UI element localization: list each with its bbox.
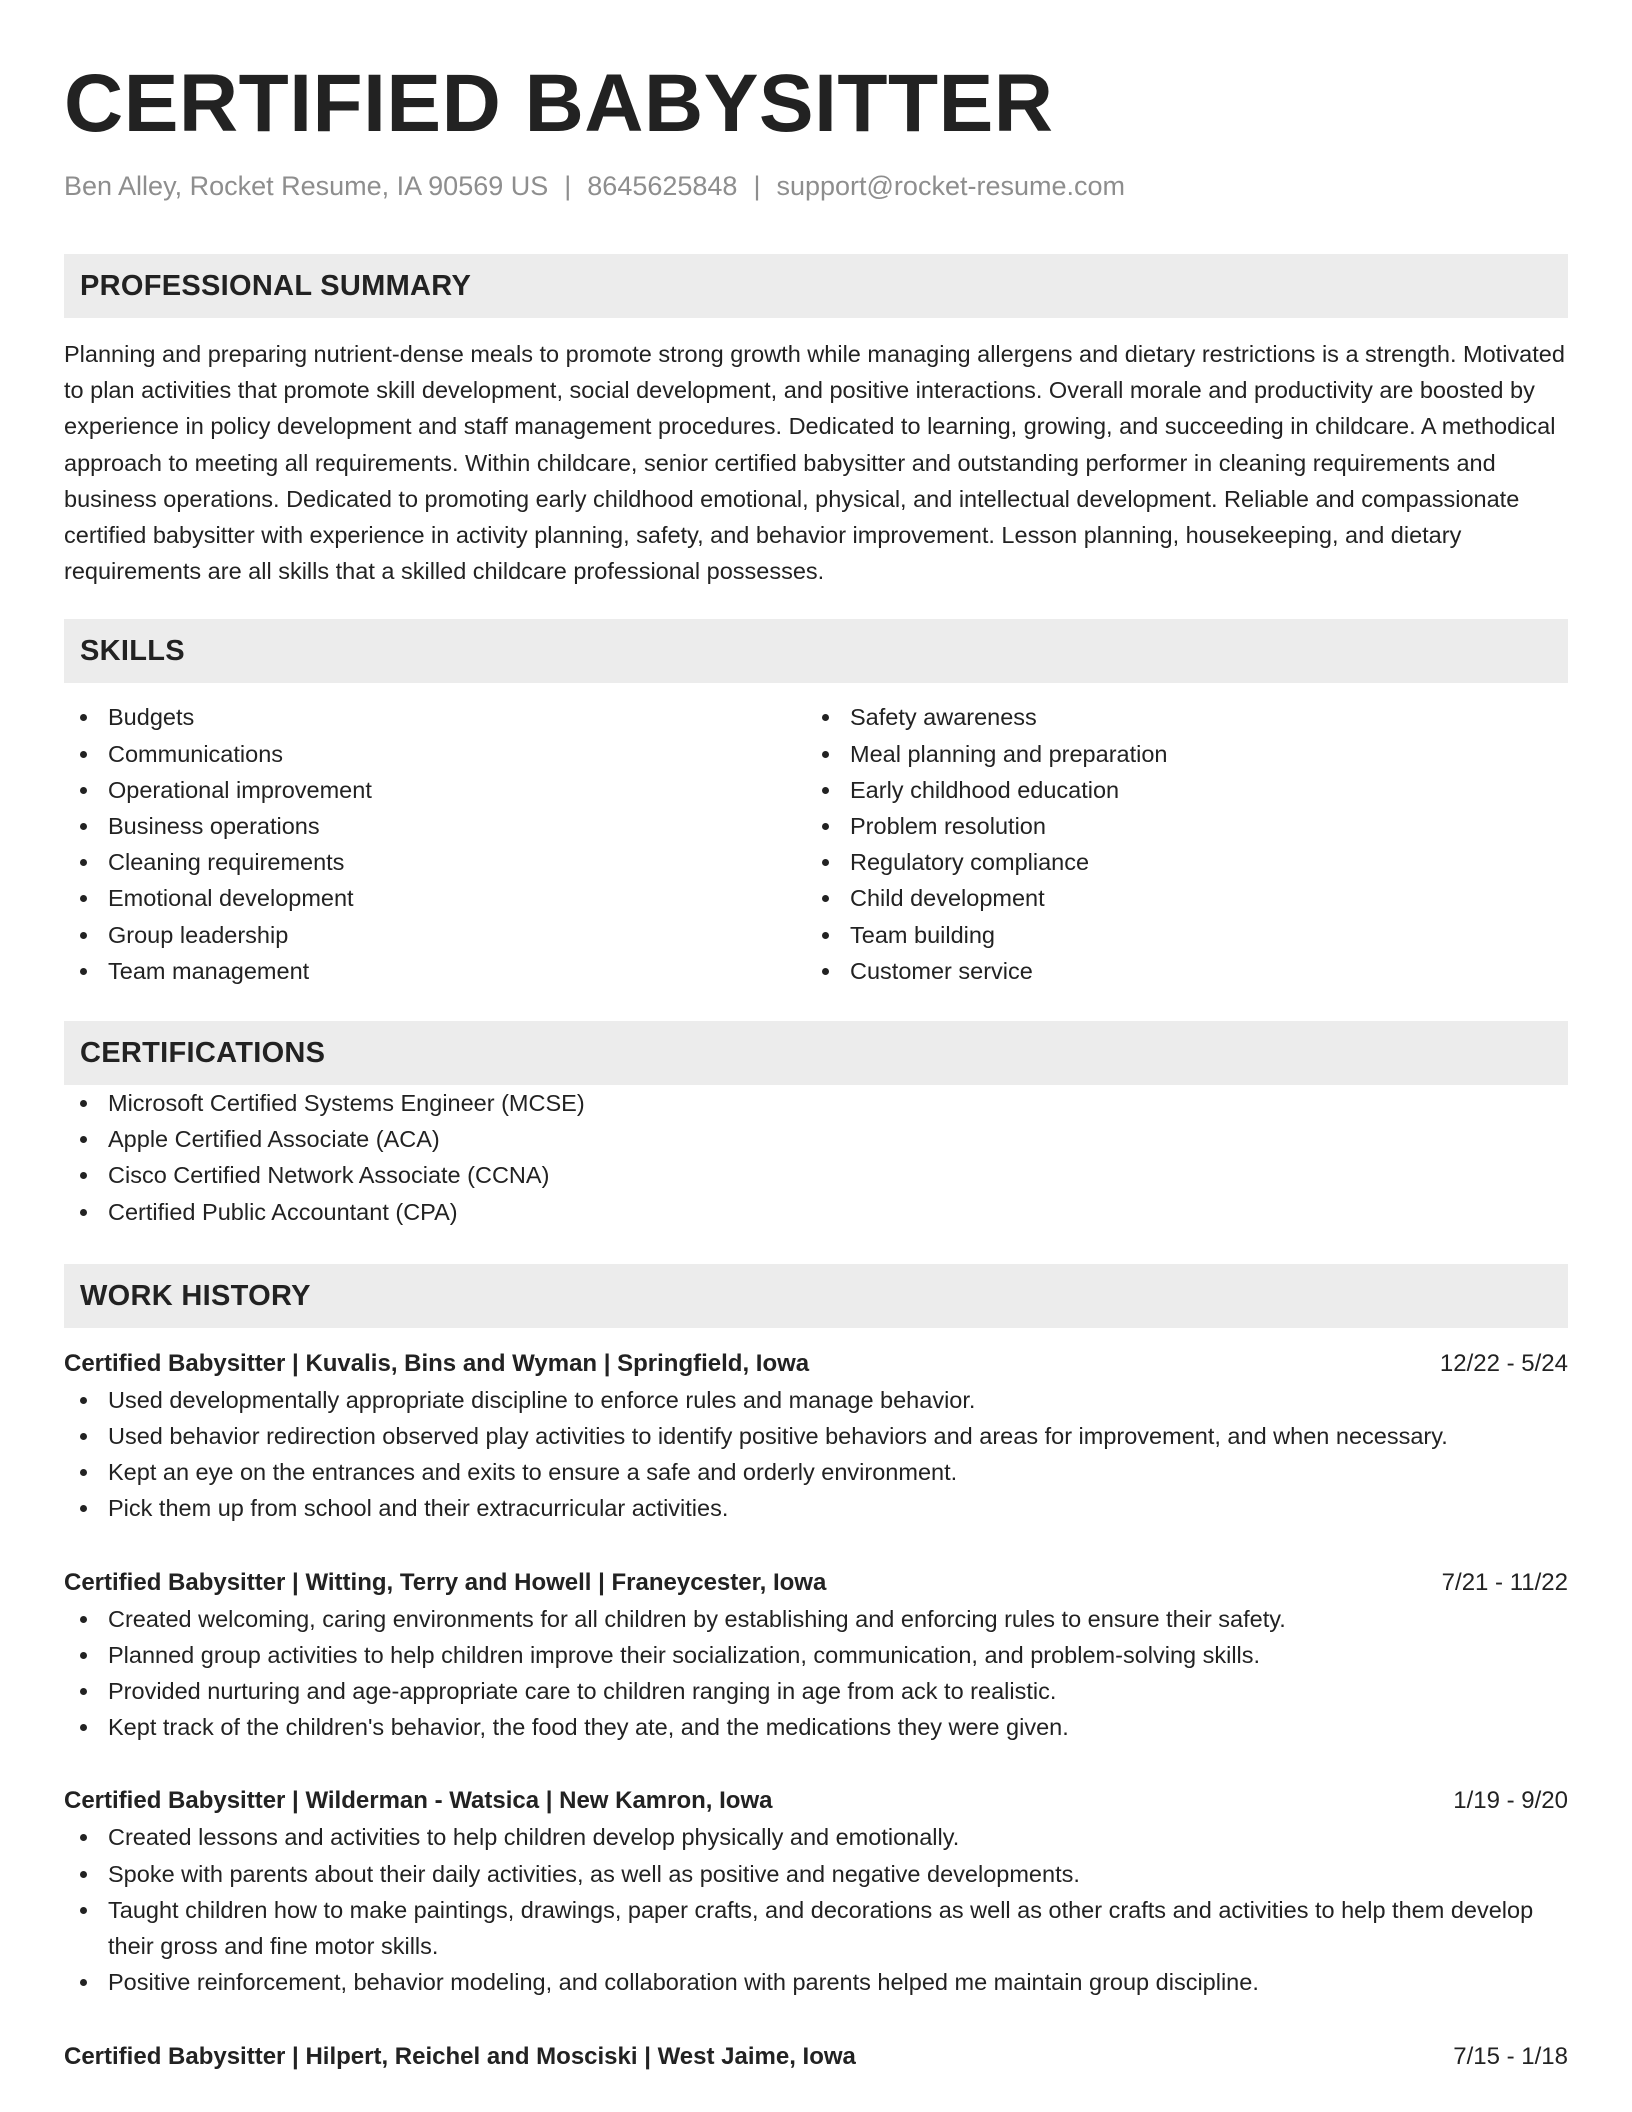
- skill-item: Regulatory compliance: [806, 844, 1548, 880]
- job-dates: 1/19 - 9/20: [1453, 1787, 1568, 1815]
- contact-address: Ben Alley, Rocket Resume, IA 90569 US: [64, 171, 549, 201]
- job-bullet: Provided nurturing and age-appropriate care to children ranging in age from ack to realistic.: [64, 1673, 1568, 1709]
- job-bullet: Used developmentally appropriate discipline to enforce rules and manage behavior.: [64, 1382, 1568, 1418]
- section-heading-certifications: CERTIFICATIONS: [64, 1021, 1568, 1085]
- skill-item: Meal planning and preparation: [806, 736, 1548, 772]
- skill-item: Early childhood education: [806, 772, 1548, 808]
- job-bullet: Created welcoming, caring environments for all children by establishing and enforcing rules to ensure their safety.: [64, 1601, 1568, 1637]
- skill-item: Team management: [64, 953, 806, 989]
- certification-item: Cisco Certified Network Associate (CCNA): [64, 1157, 1568, 1193]
- job-entry: [64, 2039, 1568, 2075]
- job-entry: [64, 1783, 1568, 2000]
- skill-item: Business operations: [64, 808, 806, 844]
- job-bullets: [64, 1819, 1568, 2000]
- section-heading-work-history: WORK HISTORY: [64, 1264, 1568, 1328]
- contact-line: [64, 168, 1568, 204]
- job-header: [64, 2039, 1568, 2075]
- skills-column-right: [806, 699, 1548, 989]
- job-title: Certified Babysitter | Hilpert, Reichel and Mosciski | West Jaime, Iowa: [64, 2042, 856, 2070]
- section-heading-skills: SKILLS: [64, 619, 1568, 683]
- skills-list-right: [806, 699, 1548, 989]
- job-header: [64, 1565, 1568, 1601]
- certification-item: Apple Certified Associate (ACA): [64, 1121, 1568, 1157]
- summary-paragraph: Planning and preparing nutrient-dense meals to promote strong growth while managing allergens and dietary restrictions is a strength. Motivated to plan activities that promote skill development, social development, and positive interactions. Overall morale and productivity are boosted by experience in policy development and staff management procedures. Dedicated to learning, growing, and succeeding in childcare. A methodical approach to meeting all requirements. Within childcare, senior certified babysitter and outstanding performer in cleaning requirements and business operations. Dedicated to promoting early childhood emotional, physical, and intellectual development. Reliable and compassionate certified babysitter with experience in activity planning, safety, and behavior improvement. Lesson planning, housekeeping, and dietary requirements are all skills that a skilled childcare professional possesses.: [64, 341, 1565, 585]
- job-title: Certified Babysitter | Wilderman - Watsica | New Kamron, Iowa: [64, 1787, 773, 1815]
- job-bullet: Kept an eye on the entrances and exits to ensure a safe and orderly environment.: [64, 1454, 1568, 1490]
- skill-item: Team building: [806, 917, 1548, 953]
- job-bullet: Spoke with parents about their daily activities, as well as positive and negative developments.: [64, 1856, 1568, 1892]
- skill-item: Group leadership: [64, 917, 806, 953]
- job-bullet: Taught children how to make paintings, drawings, paper crafts, and decorations as well as other crafts and activities to help them develop their gross and fine motor skills.: [64, 1892, 1568, 1964]
- job-title: Certified Babysitter | Witting, Terry and Howell | Franeycester, Iowa: [64, 1568, 827, 1596]
- contact-phone: 8645625848: [587, 171, 738, 201]
- skill-item: Emotional development: [64, 880, 806, 916]
- skills-column-left: [64, 699, 806, 989]
- job-header: [64, 1346, 1568, 1382]
- certifications-list: [64, 1085, 1568, 1230]
- job-bullets: [64, 1601, 1568, 1746]
- skill-item: Problem resolution: [806, 808, 1548, 844]
- skill-item: Operational improvement: [64, 772, 806, 808]
- job-bullet: Positive reinforcement, behavior modeling, and collaboration with parents helped me maintain group discipline.: [64, 1964, 1568, 2000]
- contact-separator: |: [753, 171, 761, 201]
- skill-item: Communications: [64, 736, 806, 772]
- resume-title: CERTIFIED BABYSITTER: [64, 58, 1054, 149]
- job-header: [64, 1783, 1568, 1819]
- job-title: Certified Babysitter | Kuvalis, Bins and Wyman | Springfield, Iowa: [64, 1349, 810, 1377]
- skill-item: Customer service: [806, 953, 1548, 989]
- contact-separator: |: [564, 171, 572, 201]
- job-bullet: Created lessons and activities to help children develop physically and emotionally.: [64, 1819, 1568, 1855]
- job-dates: 7/21 - 11/22: [1441, 1568, 1568, 1596]
- job-dates: 12/22 - 5/24: [1439, 1349, 1568, 1377]
- certification-item: Certified Public Accountant (CPA): [64, 1194, 1568, 1230]
- contact-email: support@rocket-resume.com: [776, 171, 1125, 201]
- skills-grid: [64, 699, 1568, 989]
- skills-list-left: [64, 699, 806, 989]
- skill-item: Budgets: [64, 699, 806, 735]
- job-bullet: Pick them up from school and their extracurricular activities.: [64, 1490, 1568, 1526]
- job-entry: [64, 1346, 1568, 1527]
- skill-item: Cleaning requirements: [64, 844, 806, 880]
- job-bullet: Planned group activities to help children improve their socialization, communication, and problem-solving skills.: [64, 1637, 1568, 1673]
- resume-page: [64, 0, 1568, 2075]
- job-dates: 7/15 - 1/18: [1453, 2042, 1568, 2070]
- section-heading-summary: PROFESSIONAL SUMMARY: [64, 254, 1568, 318]
- certification-item: Microsoft Certified Systems Engineer (MCSE): [64, 1085, 1568, 1121]
- job-bullet: Used behavior redirection observed play activities to identify positive behaviors and areas for improvement, and when necessary.: [64, 1418, 1568, 1454]
- skill-item: Child development: [806, 880, 1548, 916]
- job-bullets: [64, 1382, 1568, 1527]
- skill-item: Safety awareness: [806, 699, 1548, 735]
- job-entry: [64, 1565, 1568, 1746]
- job-bullet: Kept track of the children's behavior, the food they ate, and the medications they were given.: [64, 1709, 1568, 1745]
